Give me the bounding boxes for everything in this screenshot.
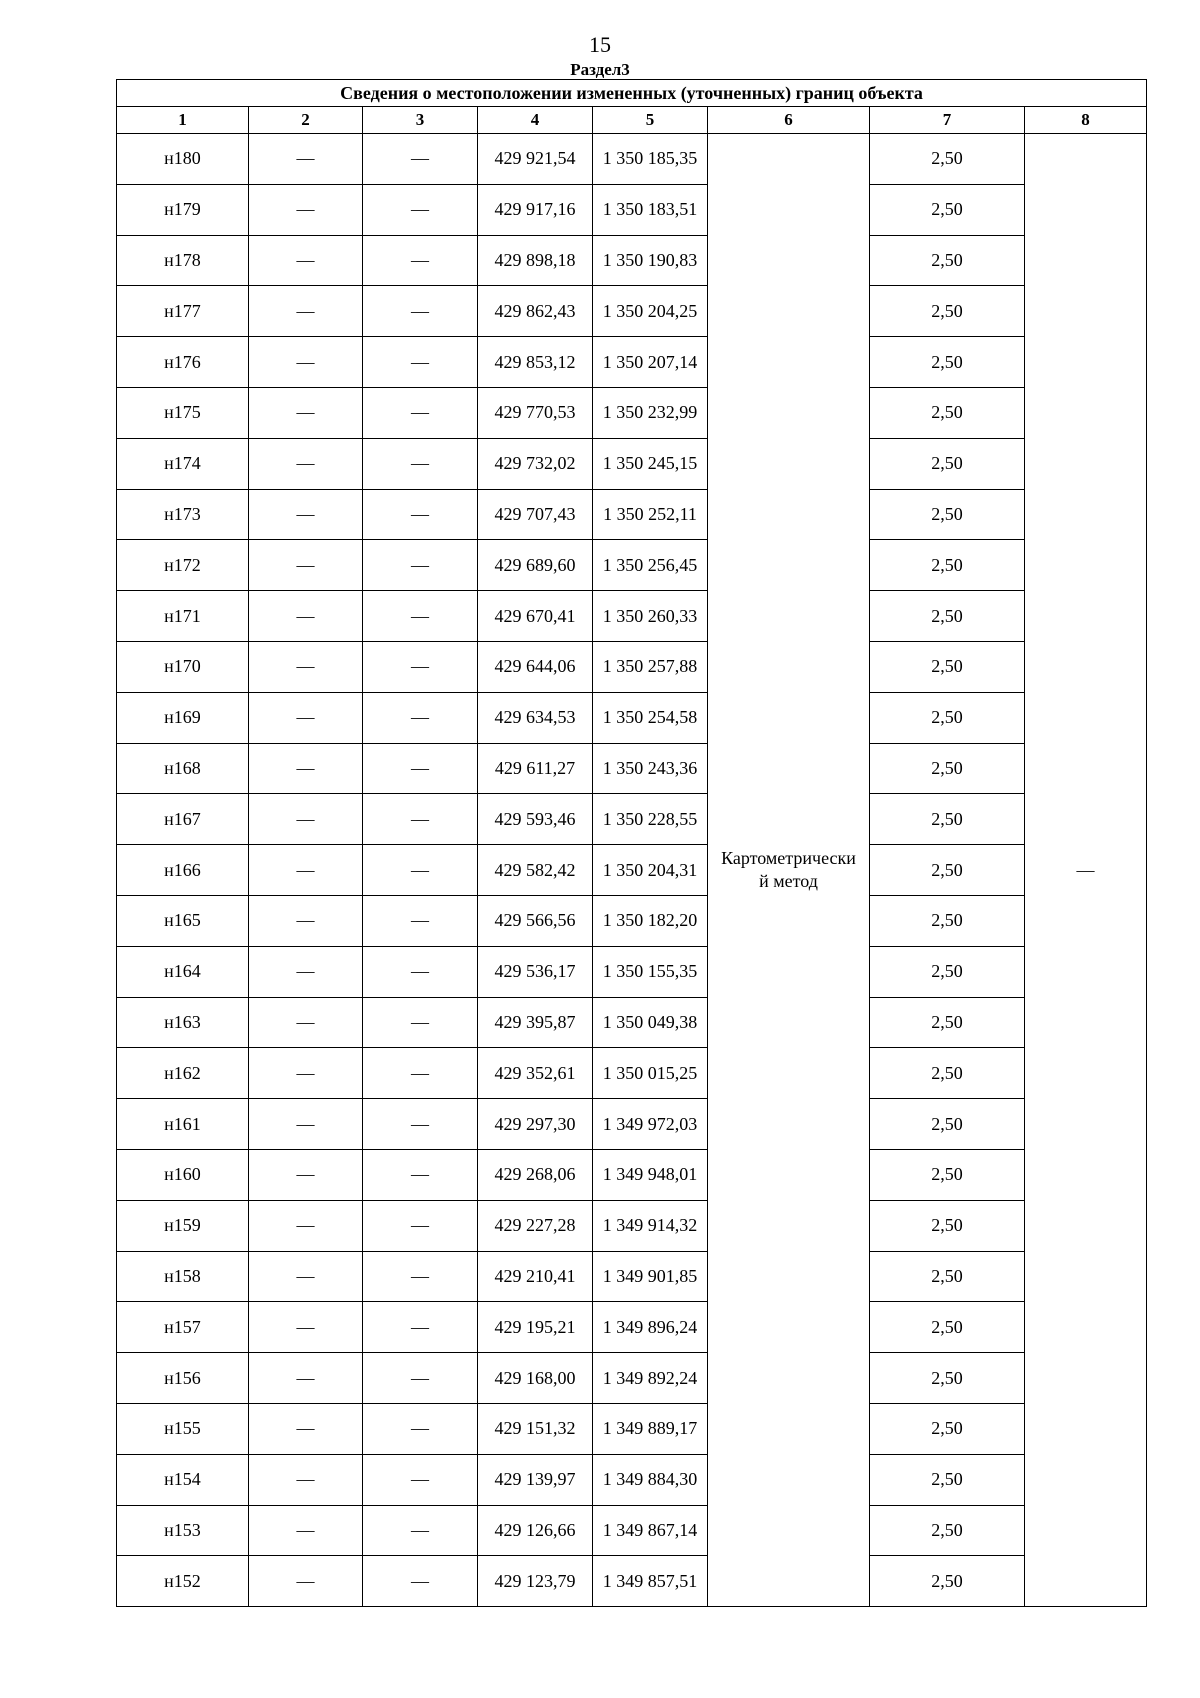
x-coordinate-cell: 429 123,79 <box>478 1556 593 1607</box>
col2-cell: — <box>249 1251 363 1302</box>
col3-cell: — <box>363 845 478 896</box>
y-coordinate-cell: 1 350 049,38 <box>593 997 708 1048</box>
table-row <box>117 286 1147 337</box>
y-coordinate-cell: 1 350 245,15 <box>593 438 708 489</box>
accuracy-cell: 2,50 <box>870 1048 1025 1099</box>
point-cell: н160 <box>117 1149 249 1200</box>
accuracy-cell: 2,50 <box>870 743 1025 794</box>
table-body <box>117 134 1147 1607</box>
column-number-6: 6 <box>708 107 870 134</box>
col3-cell: — <box>363 286 478 337</box>
y-coordinate-cell: 1 350 183,51 <box>593 184 708 235</box>
col2-cell: — <box>249 794 363 845</box>
col3-cell: — <box>363 1556 478 1607</box>
x-coordinate-cell: 429 670,41 <box>478 591 593 642</box>
y-coordinate-cell: 1 349 857,51 <box>593 1556 708 1607</box>
y-coordinate-cell: 1 350 243,36 <box>593 743 708 794</box>
x-coordinate-cell: 429 195,21 <box>478 1302 593 1353</box>
col3-cell: — <box>363 387 478 438</box>
col2-cell: — <box>249 845 363 896</box>
y-coordinate-cell: 1 349 948,01 <box>593 1149 708 1200</box>
accuracy-cell: 2,50 <box>870 387 1025 438</box>
col2-cell: — <box>249 591 363 642</box>
col3-cell: — <box>363 997 478 1048</box>
point-cell: н171 <box>117 591 249 642</box>
x-coordinate-cell: 429 634,53 <box>478 692 593 743</box>
x-coordinate-cell: 429 862,43 <box>478 286 593 337</box>
col2-cell: — <box>249 286 363 337</box>
y-coordinate-cell: 1 350 257,88 <box>593 641 708 692</box>
accuracy-cell: 2,50 <box>870 997 1025 1048</box>
col3-cell: — <box>363 1302 478 1353</box>
x-coordinate-cell: 429 898,18 <box>478 235 593 286</box>
col8-cell: — <box>1025 134 1147 1607</box>
accuracy-cell: 2,50 <box>870 235 1025 286</box>
accuracy-cell: 2,50 <box>870 489 1025 540</box>
x-coordinate-cell: 429 536,17 <box>478 946 593 997</box>
x-coordinate-cell: 429 139,97 <box>478 1454 593 1505</box>
point-cell: н172 <box>117 540 249 591</box>
col3-cell: — <box>363 235 478 286</box>
col3-cell: — <box>363 1403 478 1454</box>
y-coordinate-cell: 1 350 155,35 <box>593 946 708 997</box>
col3-cell: — <box>363 337 478 388</box>
accuracy-cell: 2,50 <box>870 1556 1025 1607</box>
table-row <box>117 997 1147 1048</box>
col3-cell: — <box>363 540 478 591</box>
x-coordinate-cell: 429 593,46 <box>478 794 593 845</box>
col2-cell: — <box>249 946 363 997</box>
accuracy-cell: 2,50 <box>870 134 1025 185</box>
table-row <box>117 1556 1147 1607</box>
accuracy-cell: 2,50 <box>870 591 1025 642</box>
y-coordinate-cell: 1 349 896,24 <box>593 1302 708 1353</box>
col2-cell: — <box>249 743 363 794</box>
x-coordinate-cell: 429 126,66 <box>478 1505 593 1556</box>
col2-cell: — <box>249 1353 363 1404</box>
table-row <box>117 641 1147 692</box>
method-cell <box>708 134 870 1607</box>
col2-cell: — <box>249 438 363 489</box>
column-number-4: 4 <box>478 107 593 134</box>
y-coordinate-cell: 1 350 207,14 <box>593 337 708 388</box>
x-coordinate-cell: 429 853,12 <box>478 337 593 388</box>
col3-cell: — <box>363 1505 478 1556</box>
table-row <box>117 794 1147 845</box>
x-coordinate-cell: 429 611,27 <box>478 743 593 794</box>
accuracy-cell: 2,50 <box>870 1200 1025 1251</box>
point-cell: н175 <box>117 387 249 438</box>
column-number-1: 1 <box>117 107 249 134</box>
point-cell: н174 <box>117 438 249 489</box>
point-cell: н158 <box>117 1251 249 1302</box>
y-coordinate-cell: 1 350 256,45 <box>593 540 708 591</box>
point-cell: н177 <box>117 286 249 337</box>
col3-cell: — <box>363 946 478 997</box>
point-cell: н154 <box>117 1454 249 1505</box>
point-cell: н163 <box>117 997 249 1048</box>
accuracy-cell: 2,50 <box>870 1353 1025 1404</box>
col2-cell: — <box>249 134 363 185</box>
point-cell: н165 <box>117 895 249 946</box>
x-coordinate-cell: 429 917,16 <box>478 184 593 235</box>
col3-cell: — <box>363 895 478 946</box>
col3-cell: — <box>363 1200 478 1251</box>
table-row <box>117 1302 1147 1353</box>
point-cell: н167 <box>117 794 249 845</box>
y-coordinate-cell: 1 350 252,11 <box>593 489 708 540</box>
col2-cell: — <box>249 1149 363 1200</box>
point-cell: н170 <box>117 641 249 692</box>
point-cell: н152 <box>117 1556 249 1607</box>
col2-cell: — <box>249 1403 363 1454</box>
x-coordinate-cell: 429 644,06 <box>478 641 593 692</box>
col2-cell: — <box>249 1048 363 1099</box>
column-number-5: 5 <box>593 107 708 134</box>
point-cell: н168 <box>117 743 249 794</box>
x-coordinate-cell: 429 707,43 <box>478 489 593 540</box>
col2-cell: — <box>249 489 363 540</box>
col3-cell: — <box>363 1099 478 1150</box>
accuracy-cell: 2,50 <box>870 1454 1025 1505</box>
page-number: 15 <box>589 32 611 57</box>
col2-cell: — <box>249 184 363 235</box>
y-coordinate-cell: 1 349 884,30 <box>593 1454 708 1505</box>
col3-cell: — <box>363 1149 478 1200</box>
accuracy-cell: 2,50 <box>870 1403 1025 1454</box>
col3-cell: — <box>363 591 478 642</box>
boundary-table <box>116 79 1147 1607</box>
accuracy-cell: 2,50 <box>870 438 1025 489</box>
table-row <box>117 895 1147 946</box>
col2-cell: — <box>249 540 363 591</box>
point-cell: н173 <box>117 489 249 540</box>
y-coordinate-cell: 1 349 867,14 <box>593 1505 708 1556</box>
y-coordinate-cell: 1 350 182,20 <box>593 895 708 946</box>
table-row <box>117 184 1147 235</box>
table-row <box>117 1251 1147 1302</box>
col3-cell: — <box>363 134 478 185</box>
col2-cell: — <box>249 387 363 438</box>
x-coordinate-cell: 429 395,87 <box>478 997 593 1048</box>
method-line-2: й метод <box>759 871 818 892</box>
accuracy-cell: 2,50 <box>870 692 1025 743</box>
accuracy-cell: 2,50 <box>870 337 1025 388</box>
x-coordinate-cell: 429 227,28 <box>478 1200 593 1251</box>
y-coordinate-cell: 1 350 254,58 <box>593 692 708 743</box>
point-cell: н156 <box>117 1353 249 1404</box>
col3-cell: — <box>363 1454 478 1505</box>
x-coordinate-cell: 429 352,61 <box>478 1048 593 1099</box>
col3-cell: — <box>363 1048 478 1099</box>
col2-cell: — <box>249 692 363 743</box>
col3-cell: — <box>363 641 478 692</box>
point-cell: н161 <box>117 1099 249 1150</box>
y-coordinate-cell: 1 349 889,17 <box>593 1403 708 1454</box>
table-row <box>117 743 1147 794</box>
col3-cell: — <box>363 438 478 489</box>
method-line-1: Картометрически <box>721 847 856 868</box>
y-coordinate-cell: 1 350 228,55 <box>593 794 708 845</box>
col2-cell: — <box>249 641 363 692</box>
x-coordinate-cell: 429 582,42 <box>478 845 593 896</box>
col3-cell: — <box>363 794 478 845</box>
table-row <box>117 438 1147 489</box>
table-row <box>117 1505 1147 1556</box>
col3-cell: — <box>363 743 478 794</box>
accuracy-cell: 2,50 <box>870 946 1025 997</box>
point-cell: н155 <box>117 1403 249 1454</box>
accuracy-cell: 2,50 <box>870 641 1025 692</box>
col2-cell: — <box>249 337 363 388</box>
table-row <box>117 1200 1147 1251</box>
accuracy-cell: 2,50 <box>870 1099 1025 1150</box>
column-number-7: 7 <box>870 107 1025 134</box>
point-cell: н162 <box>117 1048 249 1099</box>
table-row <box>117 489 1147 540</box>
table-row <box>117 1149 1147 1200</box>
col2-cell: — <box>249 1302 363 1353</box>
x-coordinate-cell: 429 689,60 <box>478 540 593 591</box>
point-cell: н178 <box>117 235 249 286</box>
accuracy-cell: 2,50 <box>870 1505 1025 1556</box>
y-coordinate-cell: 1 350 185,35 <box>593 134 708 185</box>
accuracy-cell: 2,50 <box>870 540 1025 591</box>
x-coordinate-cell: 429 770,53 <box>478 387 593 438</box>
table-caption: Сведения о местоположении измененных (уточненных) границ объекта <box>117 80 1147 107</box>
x-coordinate-cell: 429 297,30 <box>478 1099 593 1150</box>
column-number-2: 2 <box>249 107 363 134</box>
col3-cell: — <box>363 1251 478 1302</box>
table-row <box>117 692 1147 743</box>
table-row <box>117 134 1147 185</box>
point-cell: н179 <box>117 184 249 235</box>
y-coordinate-cell: 1 350 232,99 <box>593 387 708 438</box>
point-cell: н180 <box>117 134 249 185</box>
accuracy-cell: 2,50 <box>870 1302 1025 1353</box>
col2-cell: — <box>249 895 363 946</box>
x-coordinate-cell: 429 921,54 <box>478 134 593 185</box>
y-coordinate-cell: 1 350 015,25 <box>593 1048 708 1099</box>
accuracy-cell: 2,50 <box>870 184 1025 235</box>
accuracy-cell: 2,50 <box>870 845 1025 896</box>
col3-cell: — <box>363 184 478 235</box>
table-row <box>117 337 1147 388</box>
col2-cell: — <box>249 1200 363 1251</box>
point-cell: н153 <box>117 1505 249 1556</box>
col2-cell: — <box>249 1099 363 1150</box>
y-coordinate-cell: 1 350 190,83 <box>593 235 708 286</box>
table-row <box>117 387 1147 438</box>
x-coordinate-cell: 429 151,32 <box>478 1403 593 1454</box>
col2-cell: — <box>249 1454 363 1505</box>
point-cell: н169 <box>117 692 249 743</box>
point-cell: н164 <box>117 946 249 997</box>
column-number-8: 8 <box>1025 107 1147 134</box>
caption-row <box>117 80 1147 107</box>
table-row <box>117 235 1147 286</box>
y-coordinate-cell: 1 349 901,85 <box>593 1251 708 1302</box>
y-coordinate-cell: 1 349 892,24 <box>593 1353 708 1404</box>
col3-cell: — <box>363 1353 478 1404</box>
x-coordinate-cell: 429 732,02 <box>478 438 593 489</box>
col2-cell: — <box>249 1556 363 1607</box>
table-row <box>117 591 1147 642</box>
section-title: Раздел3 <box>570 60 630 79</box>
accuracy-cell: 2,50 <box>870 895 1025 946</box>
column-number-row <box>117 107 1147 134</box>
table-row <box>117 946 1147 997</box>
point-cell: н176 <box>117 337 249 388</box>
table-row <box>117 1403 1147 1454</box>
table-row <box>117 1099 1147 1150</box>
table-row <box>117 1353 1147 1404</box>
accuracy-cell: 2,50 <box>870 1251 1025 1302</box>
col3-cell: — <box>363 489 478 540</box>
y-coordinate-cell: 1 350 204,25 <box>593 286 708 337</box>
col2-cell: — <box>249 235 363 286</box>
y-coordinate-cell: 1 350 204,31 <box>593 845 708 896</box>
col2-cell: — <box>249 1505 363 1556</box>
accuracy-cell: 2,50 <box>870 286 1025 337</box>
x-coordinate-cell: 429 268,06 <box>478 1149 593 1200</box>
table-row <box>117 540 1147 591</box>
col2-cell: — <box>249 997 363 1048</box>
y-coordinate-cell: 1 350 260,33 <box>593 591 708 642</box>
point-cell: н157 <box>117 1302 249 1353</box>
y-coordinate-cell: 1 349 972,03 <box>593 1099 708 1150</box>
y-coordinate-cell: 1 349 914,32 <box>593 1200 708 1251</box>
x-coordinate-cell: 429 566,56 <box>478 895 593 946</box>
point-cell: н166 <box>117 845 249 896</box>
x-coordinate-cell: 429 210,41 <box>478 1251 593 1302</box>
accuracy-cell: 2,50 <box>870 1149 1025 1200</box>
point-cell: н159 <box>117 1200 249 1251</box>
x-coordinate-cell: 429 168,00 <box>478 1353 593 1404</box>
accuracy-cell: 2,50 <box>870 794 1025 845</box>
table-row <box>117 1048 1147 1099</box>
column-number-3: 3 <box>363 107 478 134</box>
table-row <box>117 845 1147 896</box>
col3-cell: — <box>363 692 478 743</box>
table-row <box>117 1454 1147 1505</box>
